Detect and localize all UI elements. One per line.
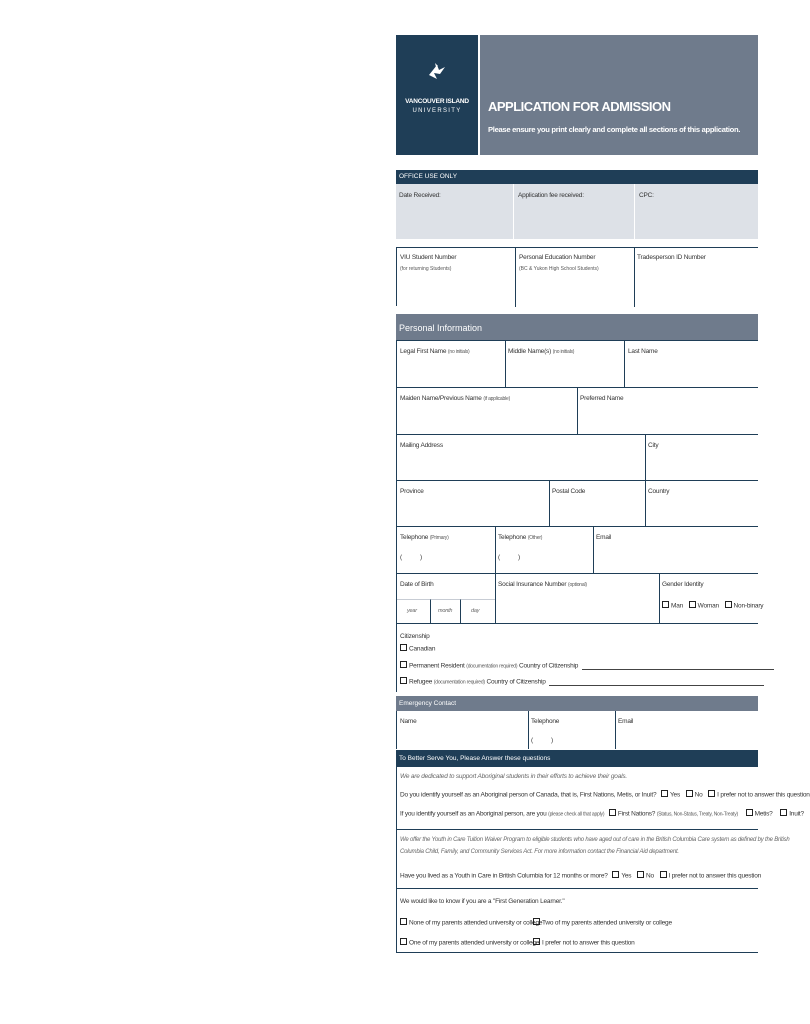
province-field[interactable] xyxy=(397,498,549,526)
one-parent-option: One of my parents attended university or college xyxy=(400,938,539,947)
country-field[interactable] xyxy=(646,498,758,526)
first-gen-section xyxy=(396,888,758,953)
city-label: City xyxy=(648,442,659,449)
serve-heading: To Better Serve You, Please Answer these questions xyxy=(396,750,758,767)
pen-label: Personal Education Number xyxy=(519,254,596,261)
pen-field[interactable] xyxy=(516,276,634,306)
metis-checkbox[interactable] xyxy=(746,809,753,816)
emergency-name-field[interactable] xyxy=(397,728,528,748)
date-received-label: Date Received: xyxy=(399,192,441,199)
mailing-address-field[interactable] xyxy=(397,452,645,480)
logo-text-line1: VANCOUVER ISLAND xyxy=(405,98,469,105)
pr-country-input[interactable] xyxy=(582,663,774,670)
permanent-resident-option: Permanent Resident (documentation required) Country of Citizenship xyxy=(400,661,774,670)
address-row xyxy=(396,434,758,480)
maiden-row xyxy=(396,387,758,434)
none-parents-checkbox[interactable] xyxy=(400,918,407,925)
canadian-option: Canadian xyxy=(400,644,435,653)
trades-id-label: Tradesperson ID Number xyxy=(637,254,706,261)
id-numbers-section xyxy=(396,247,758,306)
last-name-label: Last Name xyxy=(628,348,658,355)
citizenship-row xyxy=(396,623,758,692)
sin-field[interactable] xyxy=(496,591,659,623)
two-parents-checkbox[interactable] xyxy=(533,918,540,925)
youth-care-intro-1: We offer the Youth in Care Tuition Waiver Program to eligible students who have aged out of care in the British Columbia Care system as defined by the British xyxy=(400,837,790,843)
aboriginal-no-checkbox[interactable] xyxy=(686,790,693,797)
maiden-name-field[interactable] xyxy=(397,405,577,434)
name-row xyxy=(396,340,758,387)
emergency-email-field[interactable] xyxy=(616,728,758,748)
preferred-name-label: Preferred Name xyxy=(580,395,624,402)
refugee-country-input[interactable] xyxy=(549,679,764,686)
last-name-field[interactable] xyxy=(625,358,758,387)
sin-label: Social Insurance Number (optional) xyxy=(498,581,587,588)
gender-options: Man Woman Non-binary xyxy=(662,601,763,610)
canadian-checkbox[interactable] xyxy=(400,644,407,651)
gender-nonbinary-checkbox[interactable] xyxy=(725,601,732,608)
viu-number-label: VIU Student Number xyxy=(400,254,457,261)
first-gen-prefer-not-checkbox[interactable] xyxy=(533,938,540,945)
youth-care-question: Have you lived as a Youth in Care in British Columbia for 12 months or more? Yes No I prefer not to answer this question xyxy=(400,872,762,880)
logo-text-line2: UNIVERSITY xyxy=(412,108,462,114)
province-row xyxy=(396,480,758,526)
refugee-option: Refugee (documentation required) Country of Citizenship xyxy=(400,677,764,686)
city-field[interactable] xyxy=(646,452,758,480)
legal-first-name-field[interactable] xyxy=(397,358,505,387)
viu-number-note: (for returning Students) xyxy=(400,266,452,272)
office-use-heading: OFFICE USE ONLY xyxy=(396,170,758,184)
first-nations-checkbox[interactable] xyxy=(609,809,616,816)
middle-name-field[interactable] xyxy=(506,358,624,387)
viu-number-field[interactable] xyxy=(397,276,515,306)
page-title: APPLICATION FOR ADMISSION xyxy=(488,99,671,114)
telephone-primary-field[interactable]: ( ) xyxy=(400,554,422,561)
title-banner xyxy=(480,35,758,155)
page-subtitle: Please ensure you print clearly and complete all sections of this application. xyxy=(488,125,741,134)
gender-woman-checkbox[interactable] xyxy=(689,601,696,608)
youth-care-intro-2: Columbia Child, Family, and Community Services Act. For more information contact the Financial Aid department. xyxy=(400,849,679,855)
postal-code-label: Postal Code xyxy=(552,488,586,495)
first-gen-question: We would like to know if you are a "First Generation Learner." xyxy=(400,898,565,905)
aboriginal-intro: We are dedicated to support Aboriginal students in their efforts to achieve their goals. xyxy=(400,773,628,780)
pen-note: (BC & Yukon High School Students) xyxy=(519,266,599,272)
youth-care-section xyxy=(396,829,790,888)
inuit-checkbox[interactable] xyxy=(780,809,787,816)
dob-day-field[interactable]: day xyxy=(461,599,495,623)
dob-month-field[interactable]: month xyxy=(431,599,461,623)
aboriginal-question: Do you identify yourself as an Aboriginal person of Canada, that is, First Nations, Metis, or Inuit? Yes No I prefer not to answer this question xyxy=(400,791,810,799)
aboriginal-prefer-not-checkbox[interactable] xyxy=(708,790,715,797)
aboriginal-section xyxy=(396,767,810,829)
trades-id-field[interactable] xyxy=(635,266,755,306)
telephone-other-label: Telephone (Other) xyxy=(498,534,543,541)
emergency-row xyxy=(396,711,758,749)
refugee-checkbox[interactable] xyxy=(400,677,407,684)
citizenship-label: Citizenship xyxy=(400,633,430,640)
email-field[interactable] xyxy=(594,544,758,573)
mailing-address-label: Mailing Address xyxy=(400,442,443,449)
logo-icon xyxy=(426,61,448,83)
dob-row xyxy=(396,573,764,623)
fee-received-label: Application fee received: xyxy=(518,192,584,199)
cpc-label: CPC: xyxy=(639,192,654,199)
telephone-other-field[interactable]: ( ) xyxy=(498,554,520,561)
emergency-telephone-label: Telephone xyxy=(531,718,560,725)
youth-care-no-checkbox[interactable] xyxy=(637,871,644,878)
emergency-heading: Emergency Contact xyxy=(396,696,758,711)
none-parents-option: None of my parents attended university or college xyxy=(400,918,542,927)
emergency-name-label: Name xyxy=(400,718,417,725)
youth-care-yes-checkbox[interactable] xyxy=(612,871,619,878)
office-use-section xyxy=(396,170,758,239)
emergency-telephone-field[interactable]: ( ) xyxy=(531,737,553,744)
dob-label: Date of Birth xyxy=(400,581,434,588)
preferred-name-field[interactable] xyxy=(578,405,758,434)
aboriginal-yes-checkbox[interactable] xyxy=(661,790,668,797)
first-gen-prefer-not-option: I prefer not to answer this question xyxy=(533,938,635,947)
email-label: Email xyxy=(596,534,612,541)
gender-label: Gender Identity xyxy=(662,581,704,588)
one-parent-checkbox[interactable] xyxy=(400,938,407,945)
middle-name-label: Middle Name(s) (no initials) xyxy=(508,348,575,355)
postal-code-field[interactable] xyxy=(550,498,645,526)
maiden-name-label: Maiden Name/Previous Name (if applicable) xyxy=(400,395,511,402)
telephone-primary-label: Telephone (Primary) xyxy=(400,534,449,541)
aboriginal-question-2: If you identify yourself as an Aboriginal person, are you (please check all that apply) First Nations? (Status, Non-Status, Treaty, Non-Treaty) Metis? Inuit? xyxy=(400,810,804,818)
youth-care-prefer-not-checkbox[interactable] xyxy=(660,871,667,878)
province-label: Province xyxy=(400,488,424,495)
personal-info-heading: Personal Information xyxy=(396,314,758,340)
gender-man-checkbox[interactable] xyxy=(662,601,669,608)
dob-year-field[interactable]: year xyxy=(397,599,431,623)
country-label: Country xyxy=(648,488,670,495)
emergency-email-label: Email xyxy=(618,718,634,725)
permanent-resident-checkbox[interactable] xyxy=(400,661,407,668)
two-parents-option: Two of my parents attended university or college xyxy=(533,918,672,927)
legal-first-name-label: Legal First Name (no initials) xyxy=(400,348,470,355)
logo-block xyxy=(396,35,478,155)
telephone-row xyxy=(396,526,758,573)
